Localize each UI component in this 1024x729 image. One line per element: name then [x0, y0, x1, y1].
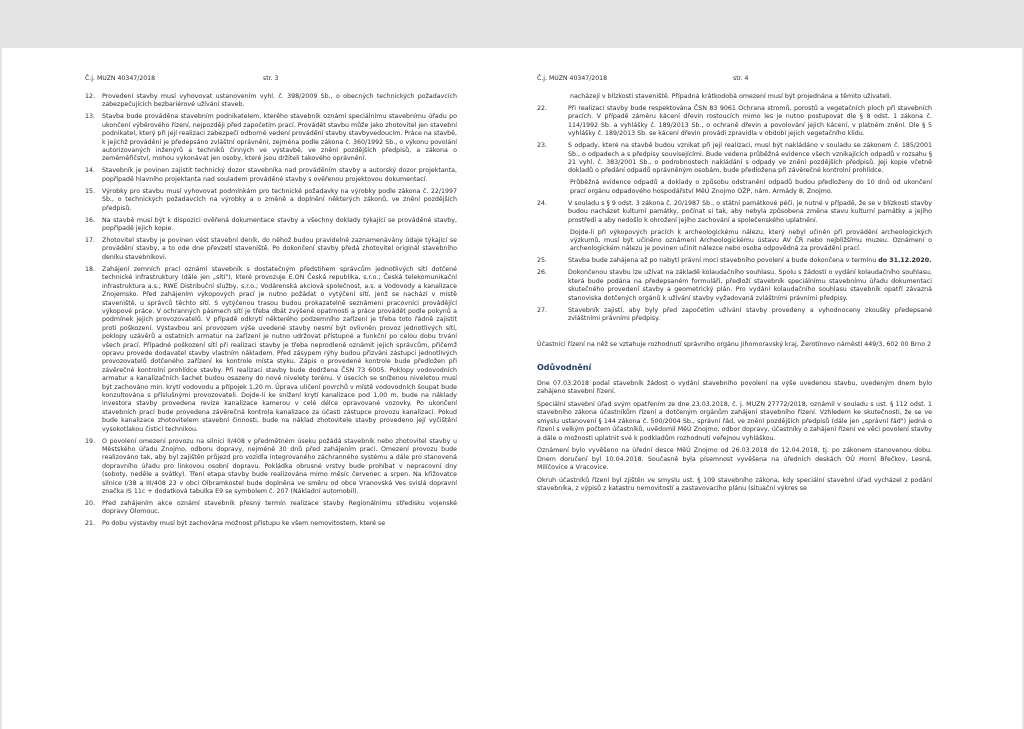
condition-item [85, 500, 457, 517]
page-number: str. 4 [733, 75, 749, 82]
item-number: 23. [537, 142, 548, 150]
item-text-block [102, 438, 457, 497]
deadline-date: do 31.12.2020. [878, 257, 932, 265]
item-text-block [568, 307, 932, 324]
item-text: Stavebník je povinen zajistit technický dozor stavebníka nad prováděním stavby a autorský dozor projektanta, popřípadě hlavního projektanta nad souladem prováděné stavby s ověřenou projektovou dokumentací. [102, 167, 457, 183]
justification-paragraph: Oznámení bylo vyvěšeno na úřední desce MěÚ Znojmo od 26.03.2018 do 12.04.2018, tj. po zákonem stanovenou dobu. Dnem doručení byl 10.04.2018. Současně byla písemnost vyvěšena na úředních deskách OÚ Horní Břečkov, Lesná, Milíčovice a Vracovice. [537, 447, 932, 471]
page-number: str. 3 [263, 75, 279, 82]
item-text-block [102, 237, 457, 262]
condition-paragraph: Průběžná evidence odpadů a doklady o způsobu odstranění odpadů budou předloženy do 10 dnů od ukončení prací orgánu odpadového hospodářství MěÚ Znojmo OŽP, nám. Armády 8, Znojmo. [570, 179, 932, 195]
item-text: V souladu s § 9 odst. 3 zákona č. 20/1987 Sb., o státní památkové péči, je nutné v případě, že se v blízkosti stavby budou nacházet kulturní památky, počínat si tak, aby nebyla způsobena změna stavu kulturní památky a jejího prostředí a aby nedošlo k ohrožení jejího zachování a společenského uplatnění. [568, 199, 932, 224]
item-text: Na stavbě musí být k dispozici ověřená dokumentace stavby a všechny doklady týkající se prováděné stavby, popřípadě jejich kopie. [102, 216, 457, 233]
condition-item [85, 520, 457, 528]
justification-paragraph: Dne 07.03.2018 podal stavebník žádost o vydání stavebního povolení na výše uvedenou stavbu, uvedeným dnem bylo zahájeno stavební řízení. [537, 379, 932, 396]
condition-item [537, 269, 932, 303]
item-text: Provedení stavby musí vyhovovat ustanovením vyhl. č. 398/2009 Sb., o obecných technických požadavcích zabezpečujících bezbariérové užívání staveb. [102, 93, 457, 109]
item-number: 24. [537, 199, 548, 207]
item-text-block [568, 105, 932, 139]
section-heading: Odůvodnění [537, 362, 592, 372]
page-header [537, 75, 932, 85]
condition-item [85, 266, 457, 434]
item-text-block [102, 188, 457, 213]
item-text-block [102, 217, 457, 234]
item-text-block [568, 142, 932, 176]
item-number: 15. [85, 187, 96, 195]
condition-item [537, 200, 932, 225]
reference-number: Č.j. MUZN 40347/2018 [85, 75, 156, 82]
item-number: 27. [537, 306, 548, 314]
item-text-block [102, 500, 457, 517]
justification-paragraph: Speciální stavební úřad svým opatřením ze dne 23.03.2018, č. j. MUZN 27772/2018, oznámil v souladu s ust. § 112 odst. 1 stavebního zákona účastníkům řízení a dotčeným orgánům zahájení stavebního řízení. Vzhledem ke skutečnosti, že se ve smyslu ustanovení § 144 zákona č. 500/2004 Sb., správní řád, ve znění pozdějších předpisů (dále jen „správní řád") jedná o řízení s velkým počtem účastníků, uvědomil MěÚ Znojmo, odbor dopravy, účastníky o zahájení řízení ve věci povolení stavby a dále o možnosti uplatnit své k podkladům rozhodnutí veřejnou vyhláškou. [537, 400, 932, 442]
item-number: 25. [537, 257, 548, 265]
item-text-block [102, 520, 457, 528]
justification-text [537, 380, 932, 493]
item-text: S odpady, které na stavbě budou vznikat při její realizaci, musí být nakládáno v souladu se zákonem č. 185/2001 Sb., o odpadech a s předpisy souvisejícími. Bude vedena průběžná evidence všech vznikajících odpadů v rozsahu § 21 vyhl. č. 383/2001 Sb., o podrobnostech nakládání s odpady ve znění pozdějších předpisů. Jeji kopie včetně dokladů o předání odpadů oprávněným osobám, bude předložena při závěrečné kontrolní prohlídce. [568, 142, 932, 175]
item-number: 14. [85, 167, 96, 175]
condition-list [85, 93, 457, 529]
item-text-block [102, 266, 457, 434]
item-text: Výrobky pro stavbu musí vyhovovat podmínkám pro technické požadavky na výrobky podle zákona č. 22/1997 Sb., o technických požadavcích na výrobky a o změně a doplnění některých zákonů, ve znění pozdějších předpisů. [102, 187, 457, 212]
item-text: Stavebník zajistí, aby byly před započetím užívání stavby provedeny a vyhodnoceny zkoušky předepsané zvláštními právními předpisy. [568, 306, 932, 323]
item-text: Před zahájením akce oznámí stavebník přesný termín realizace stavby Regionálnímu středisku vojenské dopravy Olomouc. [102, 500, 457, 516]
condition-paragraph: Dojde-li při výkopových pracích k archeologickému nálezu, který nebyl učiněn při provádění archeologických výzkumů, musí být učiněno oznámení Archeologickému ústavu AV ČR nebo nejbližšímu muzeu. Oznámení o archeologickém nálezu je povinen učinit nálezce nebo osoba odpovědná za provádění prací. [570, 228, 932, 253]
item-text: Při realizaci stavby bude respektována ČSN 83 9061 Ochrana stromů, porostů a vegetačních ploch při stavebních pracích. V případě záměru kácení dřevin rostoucích mimo les je nutno postupovat dle § 8 odst. 1 zákona č. 114/1992 Sb. a vyhlášky č. 189/2013 Sb., o ochraně dřevin a povolování jejich kácení, v platném znění. Dle § 5 vyhlášky č. 189/2013 Sb. se kácení dřevin provádí zpravidla v období jejich vegetačního klidu. [568, 105, 932, 138]
condition-item [537, 142, 932, 176]
item-number: 26. [537, 269, 548, 277]
item-text-block [102, 167, 457, 184]
continued-text: nacházejí v blízkosti staveniště. Případná krátkodobá omezení musí být projednána a těmito uživateli. [570, 93, 892, 100]
condition-item [85, 167, 457, 184]
item-text: Dokončenou stavbu lze užívat na základě kolaudačního souhlasu. Spolu s žádostí o vydání kolaudačního souhlasu, která bude podána na předepsaném formuláři, předloží stavebník speciálnímu stavebnímu úřadu dokumentaci skutečného provedení stavby a geometrický plán. Pro vydání kolaudačního souhlasu stavebník opatří závazná stanoviska dotčených orgánů k užívání stavby vyžadovaná zvláštními právními předpisy. [568, 269, 932, 302]
document-sheet [2, 48, 1022, 729]
item-number: 16. [85, 216, 96, 224]
item-text-block [568, 269, 932, 303]
condition-item [85, 438, 457, 497]
item-number: 19. [85, 437, 96, 445]
item-number: 13. [85, 113, 96, 121]
item-text: Zhotovitel stavby je povinen vést stavební deník, do něhož budou pravidelně zaznamenávány údaje týkající se provádění stavby, a to ode dne převzetí staveniště. Po dokončení stavby předá zhotovitel originál stavebního deníku stavebníkovi. [102, 237, 457, 261]
condition-list [537, 105, 932, 324]
condition-item [85, 217, 457, 234]
condition-item [85, 188, 457, 213]
item-text-block [568, 257, 932, 265]
item-number: 20. [85, 500, 96, 508]
item-number: 21. [85, 520, 96, 528]
condition-item [537, 307, 932, 324]
condition-item [85, 93, 457, 110]
item-text: Stavba bude zahájena až po nabytí právní moci stavebního povolení a bude dokončena v termínu [568, 257, 877, 265]
item-text: Stavba bude prováděna stavebním podnikatelem, kterého stavebník oznámí speciálnímu stavebnímu úřadu po ukončení výběrového řízení, nejpozději před započetím prací. Provádět stavbu může jako zhotovitel jen stavební podnikatel, který při její realizaci zabezpečí odborné vedení provádění stavby stavbyvedoucím. Práce na stavbě, k jejichž provádění je předepsáno zvláštní oprávnění, zejména podle zákona č. 360/1992 Sb., o výkonu povolání autorizovaných inženýrů a techniků činných ve výstavbě, ve znění pozdějších předpisů, a zákona o zeměměřičství, mohou vykonávat jen osoby, které jsou držiteli takového oprávnění. [102, 113, 457, 163]
page-left [85, 48, 457, 729]
item-text: Po dobu výstavby musí být zachována možnost přístupu ke všem nemovitostem, které se [102, 520, 386, 528]
condition-item [85, 237, 457, 262]
page-header [85, 75, 457, 85]
condition-item [537, 105, 932, 139]
reference-number: Č.j. MUZN 40347/2018 [537, 75, 608, 82]
item-number: 18. [85, 265, 96, 273]
item-text: Zahájení zemních prací oznámí stavebník s dostatečným předstihem správcům jednotlivých sítí dotčené technické infrastruktury (dále jen „sítí"), které provozuje E.ON Česká republika, s.r.o.; Česká telekomunikační infrastruktura a.s.; RWE Distribuční služby, s.r.o.; Vodárenská akciová společnost, a.s. a Vodovody a kanalizace Znojemsko. Před zahájením výkopových prací je nutno požádat o vytýčení sítí, jenž se nachází v místě staveniště, u správců těchto sítí. S vytýčenou trasou budou prokazatelně seznámeni pracovníci provádějící výkopové práce. V ochranných pásmech sítí je třeba dbát zvýšené opatrnosti a práce provádět podle pokynů a podmínek jejich provozovatelů. V případě odkrytí některého podzemního zařízení je třeba toto řádně zajistit proti poškození. Výstavbou ani provozem výše uvedené stavby nesmí být ovlivněn provoz jednotlivých sítí, poklopy uzávěrů a ostatních armatur na zařízení je nutno udržovat přístupné a funkční po celou dobu trvání všech prací. Případné poškození sítí při realizaci stavby je třeba neprodleně oznámit jejich správcům, přičemž opravu provede dodavatel stavby vlastním nákladem. Před zásypem rýhy budou přizváni zástupci jednotlivých provozovatelů dotčeného zařízení ke kontrole místa styku. Zápis o provedené kontrole bude předložen při závěrečné kontrolní prohlídce stavby. Při realizaci stavby bude dodržena ČSN 73 6005. Poklopy vodovodních armatur a kanalizačních šachet budou osazeny do nové nivelety terénu. V úsecích se sníženou niveletou musí být zachováno min. krytí vodovodu a přípojek 1,20 m. Úprava uličení povrchů v místě vodovodních šoupat bude konzultována s příslušnými provozovateli. Dojde-li ke snížení krytí kanalizace pod 1,00 m, bude na náklady investora stavby provedena revize kanalizace kamerou v celé délce opravované vozovky. Po ukončení stavebních prací bude provedena závěrečná kontrola kanalizace za účasti zástupce provozu kanalizací. Pokud bude kanalizace zhotovitelem stavební činnosti, bude na náklad zhotovitele stavby provedeno její vyčištění vysokotlakou čisticí technikou. [102, 265, 457, 433]
item-number: 17. [85, 237, 96, 245]
justification-paragraph: Okruh účastníků řízení byl zjištěn ve smyslu ust. § 109 stavebního zákona, kdy speciální stavební úřad vycházel z podání stavebníka, z výpisů z katastru nemovitostí a zastavovacího plánu (situační výkres se [537, 476, 932, 492]
item-text-block [102, 93, 457, 110]
item-number: 12. [85, 93, 96, 100]
item-text-block [102, 113, 457, 163]
item-number: 22. [537, 105, 548, 112]
participants-text: Účastníci řízení na něž se vztahuje rozhodnutí správního orgánu Jihomoravský kraj, Žerotínovo náměstí 449/3, 602 00 Brno 2 [537, 341, 932, 349]
item-text: O povolení omezení provozu na silnici II/408 v předmětném úseku požádá stavebník nebo zhotovitel stavby u Městského úřadu Znojmo, odboru dopravy, nejméně 30 dnů před zahájením prací. Omezení provozu bude realizováno tak, aby byl zajištěn průjezd pro vozidla integrovaného záchranného systému a dále pro stanovená dopravního úřadu pro linkovou osobní dopravu. Pokládka obrusné vrstvy bude prohíbat v nepracovní dny (soboty, neděle a svátky). Tření etapa stavby bude realizována mimo měsíc červenec a srpen. Na křižovatce silnice I/38 a III/408 23 v obci Olbramkostel bude doplněna ve směru od obce Vranovská Ves svislá dopravní značka IS 11c + dodatková tabulka E9 se symbolem č. 207 (Nákladní automobil). [102, 437, 457, 496]
condition-item [537, 257, 932, 265]
condition-item [85, 113, 457, 163]
item-text-block [568, 200, 932, 225]
page-right [537, 48, 932, 729]
